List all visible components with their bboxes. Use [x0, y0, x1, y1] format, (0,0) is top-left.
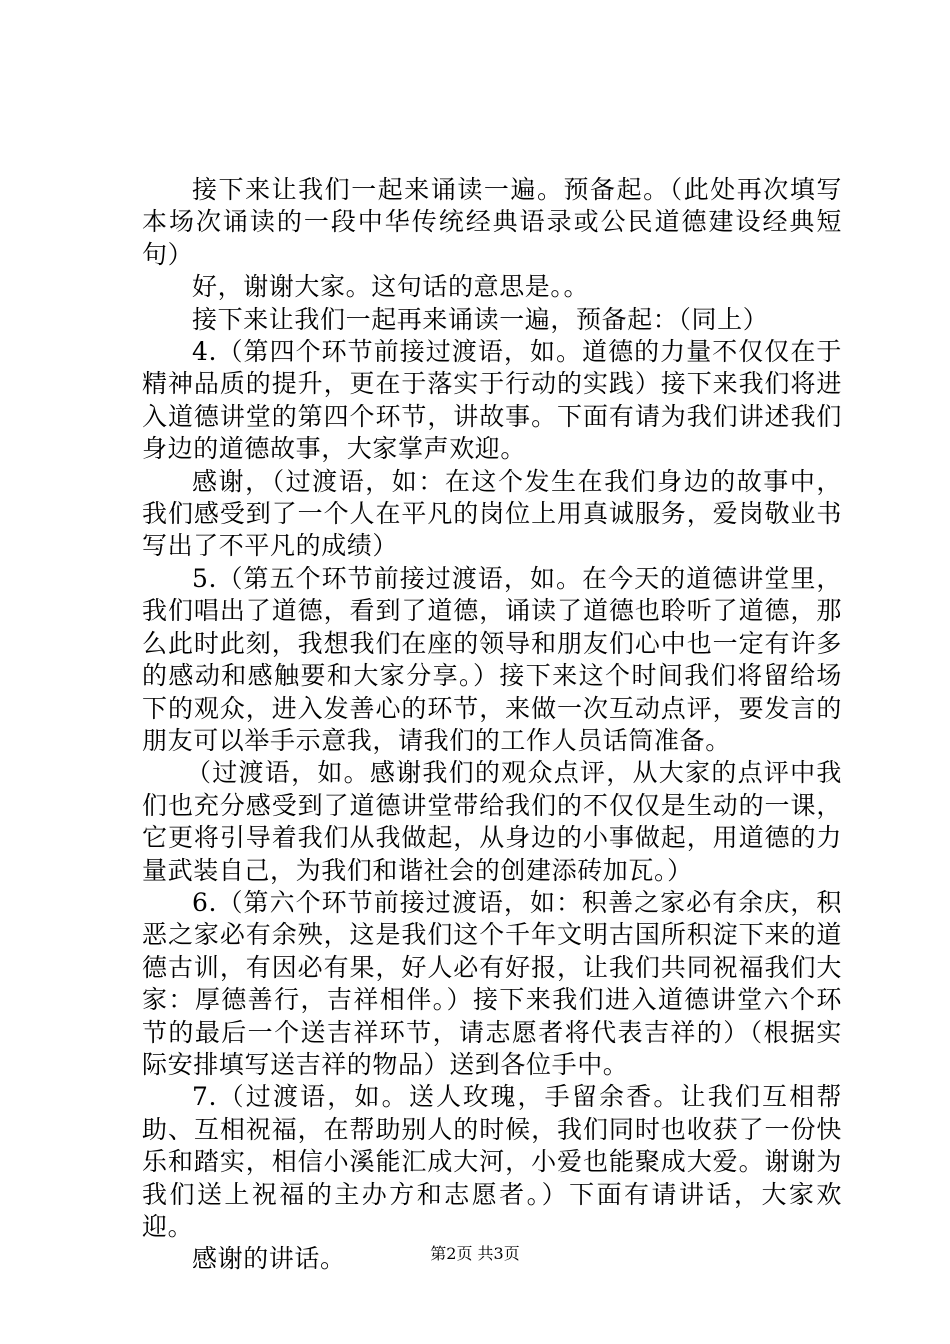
paragraph-section-5: 5.（第五个环节前接过渡语，如。在今天的道德讲堂里，我们唱出了道德，看到了道德，诵读了道德也聆听了道德，那么此时此刻，我想我们在座的领导和朋友们心中也一定有许多的感动和感触要和大家分享。）接下来这个时间我们将留给场下的观众，进入发善心的环节，来做一次互动点评，要发言的朋友可以举手示意我，请我们的工作人员话筒准备。: [142, 563, 842, 755]
paragraph-thanks-story: 感谢，（过渡语，如：在这个发生在我们身边的故事中，我们感受到了一个人在平凡的岗位上用真诚服务，爱岗敬业书写出了不平凡的成绩）: [142, 466, 842, 561]
paragraph-recite-repeat: 接下来让我们一起再来诵读一遍，预备起：（同上）: [192, 304, 769, 334]
page-number-footer: 第2页 共3页: [430, 1244, 520, 1263]
document-body: [142, 174, 842, 1276]
paragraph-recite-again: 接下来让我们一起来诵读一遍。预备起。（此处再次填写本场次诵读的一段中华传统经典语录或公民道德建设经典短句）: [142, 175, 842, 269]
paragraph-closing-speech: 感谢的讲话。: [192, 1244, 346, 1274]
paragraph-transition-comments: （过渡语，如。感谢我们的观众点评，从大家的点评中我们也充分感受到了道德讲堂带给我们的不仅仅是生动的一课，它更将引导着我们从我做起，从身边的小事做起，用道德的力量武装自己，为我们和谐社会的创建添砖加瓦。）: [142, 758, 842, 885]
paragraph-section-4: 4.（第四个环节前接过渡语，如。道德的力量不仅仅在于精神品质的提升，更在于落实于行动的实践）接下来我们将进入道德讲堂的第四个环节，讲故事。下面有请为我们讲述我们身边的道德故事，大家掌声欢迎。: [142, 337, 842, 464]
paragraph-thanks-meaning: 好，谢谢大家。这句话的意思是。。: [192, 272, 590, 302]
paragraph-section-7: 7.（过渡语，如。送人玫瑰，手留余香。让我们互相帮助、互相祝福，在帮助别人的时候，我们同时也收获了一份快乐和踏实，相信小溪能汇成大河，小爱也能聚成大爱。谢谢为我们送上祝福的主办方和志愿者。）下面有请讲话，大家欢迎。: [142, 1082, 842, 1241]
paragraph-section-6: 6.（第六个环节前接过渡语，如：积善之家必有余庆，积恶之家必有余殃，这是我们这个千年文明古国所积淀下来的道德古训，有因必有果，好人必有好报，让我们共同祝福我们大家：厚德善行，吉祥相伴。）接下来我们进入道德讲堂六个环节的最后一个送吉祥环节，请志愿者将代表吉祥的）（根据实际安排填写送吉祥的物品）送到各位手中。: [142, 887, 842, 1079]
